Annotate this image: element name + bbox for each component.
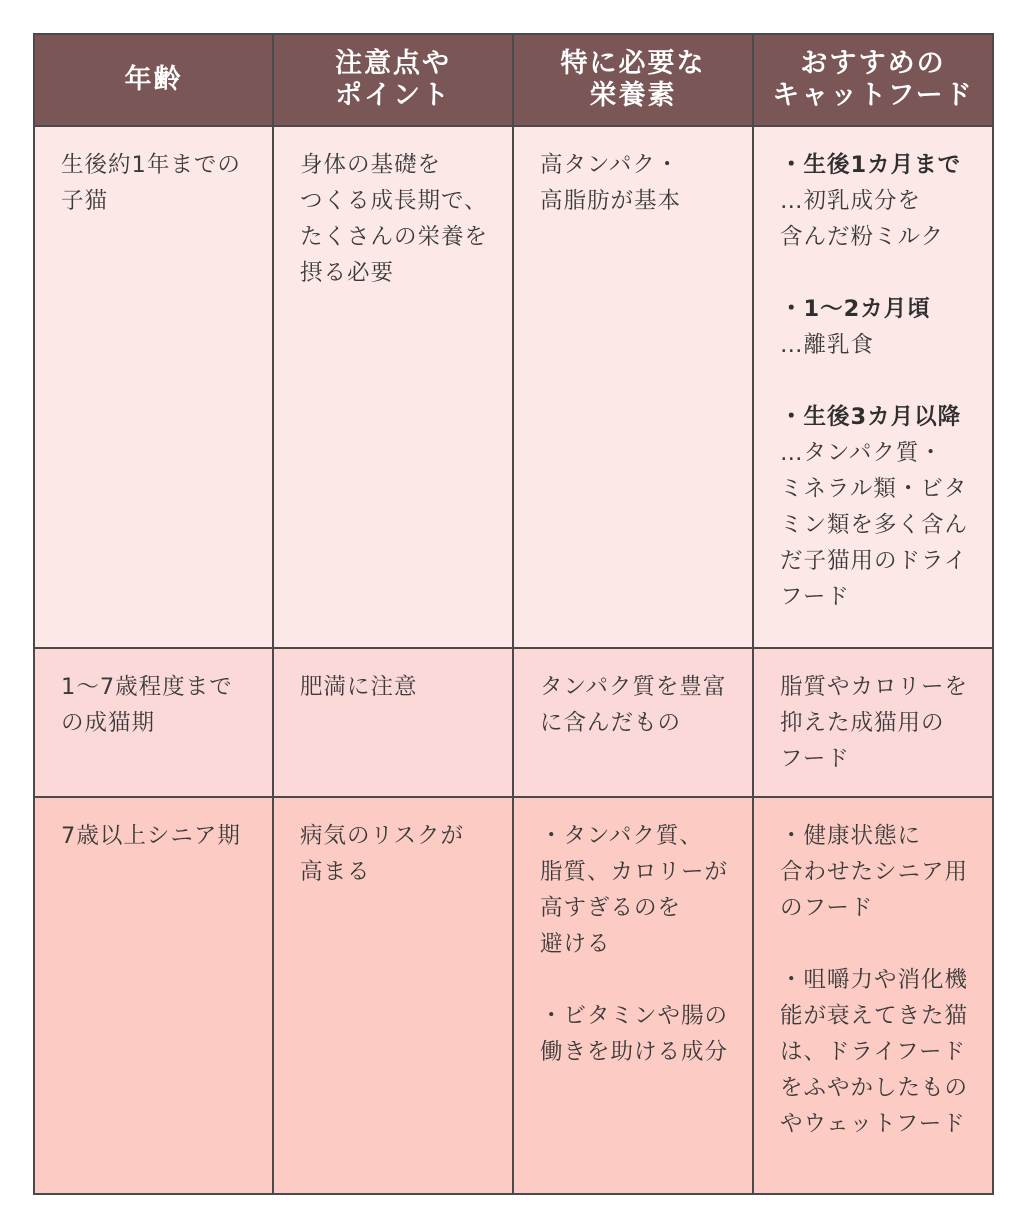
food-stage-title: ・1〜2カ月頃 [780,296,931,322]
cell-food: ・健康状態に 合わせたシニア用 のフード ・咀嚼力や消化機 能が衰えてきた猫 は、ドライフード をふやかしたもの やウェットフード [753,797,993,1194]
cell-point: 病気のリスクが 高まる [273,797,513,1194]
header-nutrients: 特に必要な 栄養素 [513,34,753,126]
cell-age: 生後約1年までの 子猫 [34,126,273,648]
cat-food-table [33,33,994,1195]
header-row [34,34,993,126]
header-age: 年齢 [34,34,273,126]
food-stage-title: ・生後1カ月まで [780,152,962,178]
cell-nutrients: 高タンパク・ 高脂肪が基本 [513,126,753,648]
cell-point: 身体の基礎を つくる成長期で、 たくさんの栄養を 摂る必要 [273,126,513,648]
table-row-senior [34,797,993,1194]
cell-food: 脂質やカロリーを 抑えた成猫用の フード [753,648,993,797]
table-row-kitten [34,126,993,648]
cell-nutrients: ・タンパク質、 脂質、カロリーが 高すぎるのを 避ける ・ビタミンや腸の 働きを助ける成分 [513,797,753,1194]
table-row-adult [34,648,993,797]
cell-food: ・生後1カ月まで …初乳成分を 含んだ粉ミルク ・1〜2カ月頃 …離乳食 ・生後3カ月以降 …タンパク質・ ミネラル類・ビタ ミン類を多く含ん だ子猫用のドライ フード [753,126,993,648]
cell-point: 肥満に注意 [273,648,513,797]
cell-nutrients: タンパク質を豊富 に含んだもの [513,648,753,797]
food-stage-title: ・生後3カ月以降 [780,404,962,430]
cell-age: 1〜7歳程度まで の成猫期 [34,648,273,797]
header-food: おすすめの キャットフード [753,34,993,126]
header-point: 注意点や ポイント [273,34,513,126]
cell-age: 7歳以上シニア期 [34,797,273,1194]
